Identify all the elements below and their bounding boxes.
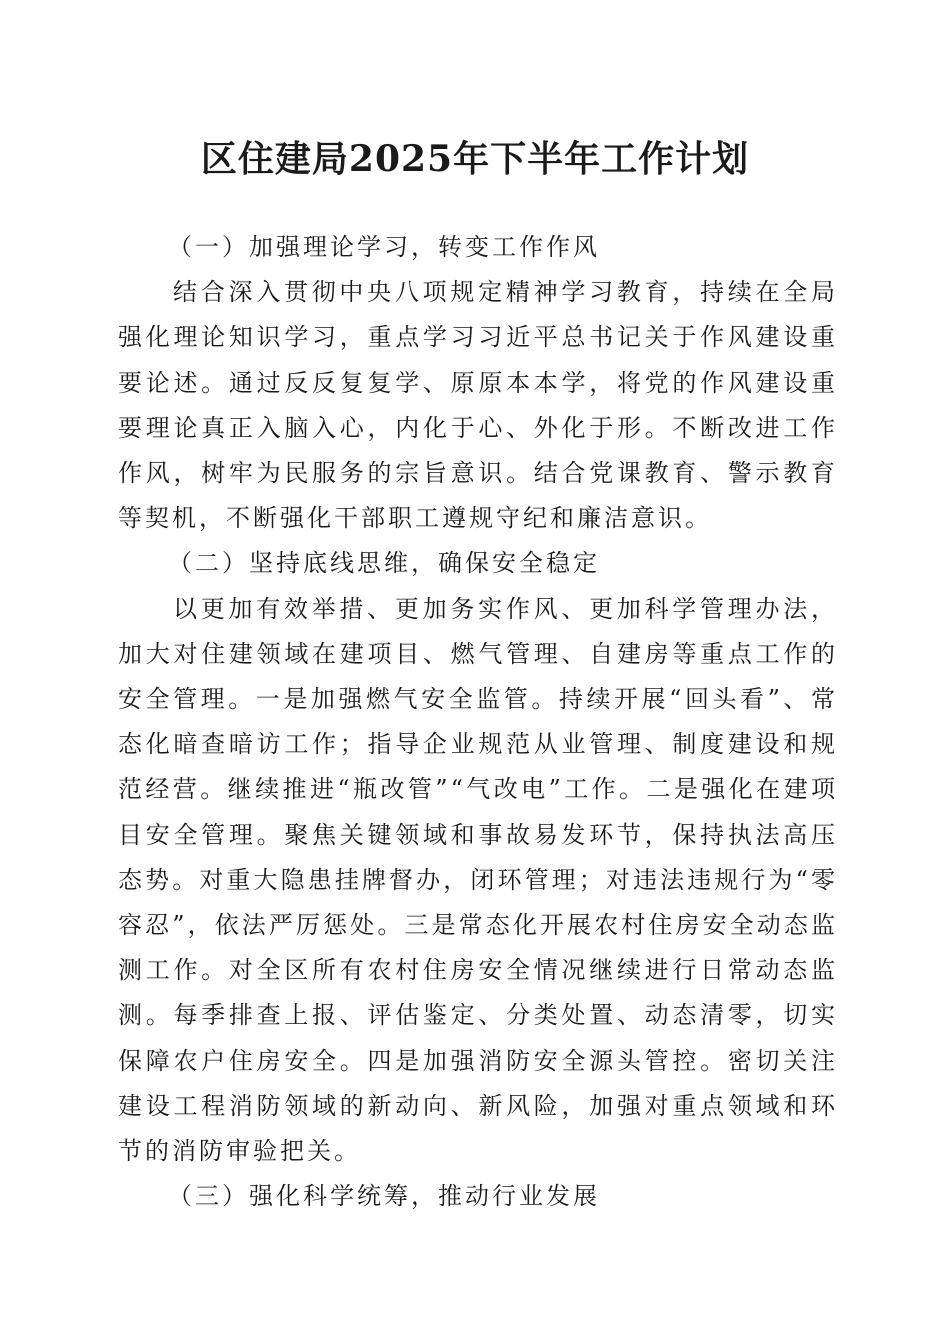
section-heading-3: （三）强化科学统筹，推动行业发展 — [168, 1182, 600, 1211]
section-heading-2: （二）坚持底线思维，确保安全稳定 — [168, 549, 600, 578]
section-paragraph-1: 结合深入贯彻中央八项规定精神学习教育，持续在全局强化理论知识学习，重点学习习近平总书记关于作风建设重要论述。通过反反复复学、原原本本学，将党的作风建设重要理论真正入脑入心，内化于心、外化于形。不断改进工作作风，树牢为民服务的宗旨意识。结合党课教育、警示教育等契机，不断强化干部职工遵规守纪和廉洁意识。 — [118, 278, 838, 533]
document-title: 区住建局2025年下半年工作计划 — [200, 138, 750, 180]
document-body — [118, 225, 838, 1219]
section-heading-1: （一）加强理论学习，转变工作作风 — [168, 233, 600, 261]
section-paragraph-2: 以更加有效举措、更加务实作风、更加科学管理办法，加大对住建领域在建项目、燃气管理、自建房等重点工作的安全管理。一是加强燃气安全监管。持续开展“回头看”、常态化暗查暗访工作；指导企业规范从业管理、制度建设和规范经营。继续推进“瓶改管”“气改电”工作。二是强化在建项目安全管理。聚焦关键领域和事故易发环节，保持执法高压态势。对重大隐患挂牌督办，闭环管理；对违法违规行为“零容忍”，依法严厉惩处。三是常态化开展农村住房安全动态监测工作。对全区所有农村住房安全情况继续进行日常动态监测。每季排查上报、评估鉴定、分类处置、动态清零，切实保障农户住房安全。四是加强消防安全源头管控。密切关注建设工程消防领域的新动向、新风险，加强对重点领域和环节的消防审验把关。 — [118, 594, 838, 1166]
